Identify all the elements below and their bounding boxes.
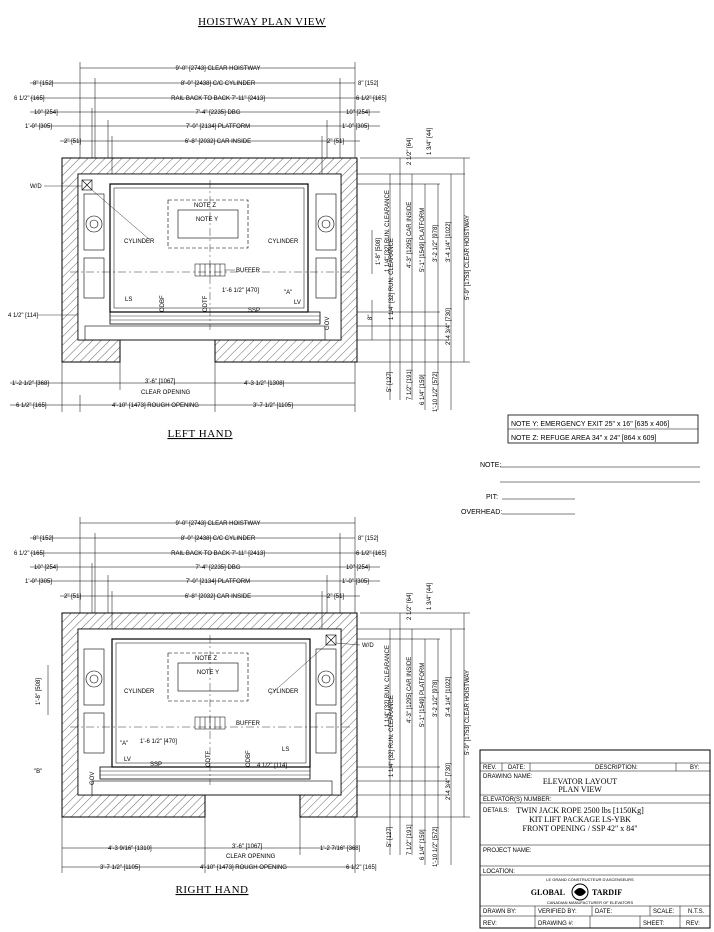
dim-v-5-rh: 5" [127]: [387, 826, 393, 847]
dim-v-13q: 1 3/4" [44]: [427, 127, 433, 155]
dim-v-1-8-rh: 1'-8" [508]: [36, 678, 42, 705]
title-right-hand: RIGHT HAND: [175, 884, 249, 896]
dim-cc-cylinder-rh: 8'-0" [2438] C/C CYLINDER: [180, 536, 256, 542]
label-a: "A": [284, 290, 293, 296]
tb-project-name: PROJECT NAME:: [483, 848, 532, 854]
dim-right-10-rh: 10" [254]: [346, 565, 370, 571]
label-note-z-rh: NOTE Z: [195, 656, 217, 662]
dim-b-4-10-rh: 4'-10" [1473] ROUGH OPENING: [200, 865, 287, 871]
dim-car-inside: 6'-8" [2032] CAR INSIDE: [184, 139, 252, 145]
tb-drawn-by: DRAWN BY:: [483, 909, 517, 915]
title-left-hand: LEFT HAND: [167, 428, 233, 440]
label-wd-rh: W/D: [362, 643, 374, 649]
dim-left-10: 10" [254]: [34, 110, 58, 116]
dim-b-4-10: 4'-10" [1473] ROUGH OPENING: [112, 403, 199, 409]
dim-v-1-10h-rh: 1'-10 1/2" [572]: [433, 826, 439, 867]
label-ssp-rh: SSP: [150, 762, 163, 768]
dim-left-2-rh: 2" [51]: [64, 594, 82, 600]
tb-logo-left: GLOBAL: [530, 888, 565, 897]
dim-b-1-2s: 1'-2 7/16" [368]: [320, 846, 361, 852]
dim-left-2: 2" [51]: [64, 139, 82, 145]
label-note-z: NOTE Z: [194, 203, 216, 209]
label-ls-rh: LS: [282, 747, 290, 753]
dim-b-clear: CLEAR OPENING: [141, 390, 191, 396]
label-lv: LV: [294, 300, 301, 306]
label-odbf-rh: ODBF: [246, 750, 252, 767]
tb-details-label: DETAILS:: [483, 808, 510, 814]
label-note-y-rh: NOTE Y: [196, 670, 220, 676]
dim-b-3-6-rh: 3'-6" [1067]: [232, 844, 263, 850]
dim-b-4-3n: 4'-3 9/16" [1310]: [108, 846, 152, 852]
dim-b-1-2h: 1'-2 1/2" [368]: [12, 381, 49, 387]
dim-4h-rh: 4 1/2" [114]: [257, 763, 288, 769]
dim-1-6h-rh: 1'-6 1/2" [470]: [140, 739, 177, 745]
dim-right-2: 2" [51]: [327, 139, 345, 145]
dim-b-3-7h-rh: 3'-7 1/2" [1105]: [100, 865, 140, 871]
label-odtf-rh: ODTF: [206, 750, 212, 767]
dim-v-3-4q: 3'-4 1/4" [1022]: [446, 221, 452, 262]
label-cylinder-right: CYLINDER: [268, 239, 299, 245]
dim-v-plat: 5'-1" [1549] PLATFORM: [420, 207, 426, 272]
dim-v-run-rh: 1 1/4" [32] RUN. CLEARANCE: [385, 645, 391, 727]
dim-b-clear-rh: CLEAR OPENING: [226, 854, 276, 860]
tb-rev2: REV:: [483, 921, 497, 927]
dim-v-1q: 1 1/4" [32] RUN. CLEARANCE: [389, 238, 395, 320]
dim-v-car: 4'-3" [1295] CAR INSIDE: [407, 201, 413, 268]
dim-4h: 4 1/2" [114]: [8, 313, 39, 319]
tb-drawing-name-1: ELEVATOR LAYOUT: [542, 777, 618, 786]
tb-scale: SCALE:: [653, 909, 675, 915]
dim-v-hoist: 5'-9" [1753] CLEAR HOISTWAY: [465, 215, 471, 300]
tb-drawing-name-label: DRAWING NAME:: [483, 774, 533, 780]
tb-details-3: FRONT OPENING / SSP 42" x 84": [522, 824, 638, 833]
dim-right-1: 1'-0" [305]: [342, 124, 369, 130]
dim-rail-btb: RAIL BACK TO BACK 7'-11" [2413]: [171, 96, 265, 102]
dim-v-3-2h: 3'-2 1/2" [978]: [433, 225, 439, 262]
dim-v-8: 8": [368, 314, 374, 320]
dim-right-8-rh: 8" [152]: [358, 536, 379, 542]
title-block: [480, 750, 710, 928]
dim-v-car-rh: 4'-3" [1295] CAR INSIDE: [407, 656, 413, 723]
overhead-label: OVERHEAD:: [461, 509, 503, 516]
dim-platform-rh: 7'-0" [2134] PLATFORM: [185, 579, 251, 585]
tb-slogan-bottom: CANADIAN MANUFACTURER OF ELEVATORS: [546, 900, 634, 905]
dim-left-8-rh: 8" [152]: [33, 536, 54, 542]
plan-left-hand: [8, 62, 471, 412]
tb-details-1: TWIN JACK ROPE 2500 lbs [1150Kg]: [516, 806, 644, 815]
dim-clear-hoistway-rh: 9'-0" [2743] CLEAR HOISTWAY: [175, 521, 261, 527]
label-note-y: NOTE Y: [195, 217, 219, 223]
dim-b-3-6: 3'-6" [1067]: [145, 379, 176, 385]
label-cylinder-left-rh: CYLINDER: [124, 689, 155, 695]
label-gov: GOV: [325, 316, 331, 330]
dim-cc-cylinder: 8'-0" [2438] C/C CYLINDER: [180, 81, 256, 87]
label-b-rh: "B": [34, 769, 43, 775]
tb-elevator-numbers: ELEVATOR(S) NUMBER:: [483, 797, 552, 803]
dim-v-1-10h: 1'-10 1/2" [572]: [433, 371, 439, 412]
label-buffer: BUFFER: [236, 268, 260, 274]
dim-v-1q-rh: 1 1/4" [32] RUN. CLEARANCE: [389, 695, 395, 777]
tb-date: DATE:: [508, 765, 526, 771]
tb-date2: DATE:: [595, 909, 613, 915]
dim-v-6q-rh: 6 1/4" [159]: [420, 829, 426, 860]
tb-drawing-name-2: PLAN VIEW: [558, 785, 602, 794]
dim-left-10-rh: 10" [254]: [34, 565, 58, 571]
dim-v-2-4q-rh: 2'-4 3/4" [730]: [446, 763, 452, 800]
note-label: NOTE:: [480, 462, 502, 469]
tb-location: LOCATION:: [483, 869, 515, 875]
dim-right-8: 8" [152]: [358, 81, 379, 87]
dim-platform: 7'-0" [2134] PLATFORM: [185, 124, 251, 130]
dim-v-7h-rh: 7 1/2" [191]: [407, 824, 413, 855]
dim-v-13q-rh: 1 3/4" [44]: [427, 582, 433, 610]
label-a-rh: "A": [120, 741, 129, 747]
label-ssp: SSP: [248, 308, 261, 314]
dim-dbg-rh: 7'-4" [2235] DBG: [195, 565, 241, 571]
tb-by: BY:: [690, 765, 700, 771]
dim-b-4-3h: 4'-3 1/2" [1308]: [244, 381, 285, 387]
dim-left-8: 8" [152]: [33, 81, 54, 87]
dim-right-2-rh: 2" [51]: [327, 594, 345, 600]
dim-b-6h: 6 1/2" [165]: [16, 403, 47, 409]
dim-v-3-4q-rh: 3'-4 1/4" [1022]: [446, 676, 452, 717]
dim-v-1-8: 1'-8" [508]: [376, 238, 382, 265]
tb-description: DESCRIPTION:: [595, 765, 638, 771]
dim-v-hoist-rh: 5'-9" [1753] CLEAR HOISTWAY: [465, 670, 471, 755]
label-lv-rh: LV: [124, 757, 131, 763]
label-buffer-rh: BUFFER: [236, 721, 260, 727]
dim-left-6h-rh: 6 1/2" [165]: [14, 551, 45, 557]
dim-v-plat-rh: 5'-1" [1549] PLATFORM: [420, 662, 426, 727]
dim-right-10: 10" [254]: [346, 110, 370, 116]
dim-v-7h: 7 1/2" [191]: [407, 369, 413, 400]
dim-left-1: 1'-0" [305]: [25, 124, 52, 130]
pit-label: PIT:: [486, 494, 499, 501]
dim-v-2h-rh: 2 1/2" [64]: [407, 592, 413, 620]
dim-1-6h: 1'-6 1/2" [470]: [222, 288, 259, 294]
dim-b-3-7h: 3'-7 1/2" [1105]: [253, 403, 293, 409]
label-ls: LS: [125, 297, 133, 303]
tb-nts: N.T.S.: [688, 909, 705, 915]
dim-v-2-4q: 2'-4 3/4" [730]: [446, 308, 452, 345]
plan-right-hand: [14, 517, 471, 873]
tb-rev3: REV:: [686, 921, 700, 927]
dim-v-2h: 2 1/2" [64]: [407, 137, 413, 165]
tb-logo-right: TARDIF: [592, 888, 623, 897]
note-z: NOTE Z: REFUGE AREA 34" x 24" [864 x 609]: [511, 435, 657, 442]
dim-rail-btb-rh: RAIL BACK TO BACK 7'-11" [2413]: [171, 551, 265, 557]
dim-right-6h: 6 1/2" [165]: [356, 96, 387, 102]
label-gov-rh: GOV: [90, 771, 96, 785]
dim-dbg: 7'-4" [2235] DBG: [195, 110, 241, 116]
label-odtf: ODTF: [203, 295, 209, 312]
dim-v-6q: 6 1/4" [159]: [420, 374, 426, 405]
dim-right-1-rh: 1'-0" [305]: [342, 579, 369, 585]
label-odbf: ODBF: [160, 295, 166, 312]
label-wd: W/D: [30, 184, 42, 190]
dim-left-6h: 6 1/2" [165]: [14, 96, 45, 102]
dim-v-run: 1 1/4" [32] RUN. CLEARANCE: [385, 190, 391, 272]
tb-drawing-no: DRAWING #:: [538, 921, 574, 927]
tb-slogan-top: LE GRAND CONSTRUCTEUR D'ASCENSEURS: [546, 877, 634, 882]
label-cylinder-right-rh: CYLINDER: [268, 689, 299, 695]
tb-verified-by: VERIFIED BY:: [538, 909, 577, 915]
dim-left-1-rh: 1'-0" [305]: [25, 579, 52, 585]
dim-v-5: 5" [127]: [387, 371, 393, 392]
tb-sheet: SHEET:: [643, 921, 665, 927]
note-y: NOTE Y: EMERGENCY EXIT 25" x 16" [635 x 406]: [511, 421, 670, 428]
dim-clear-hoistway: 9'-0" [2743] CLEAR HOISTWAY: [175, 66, 261, 72]
tb-details-2: KIT LIFT PACKAGE LS-YBK: [529, 815, 631, 824]
dim-right-6h-rh: 6 1/2" [165]: [356, 551, 387, 557]
title-hoistway-plan: HOISTWAY PLAN VIEW: [198, 16, 326, 28]
dim-v-3-2h-rh: 3'-2 1/2" [978]: [433, 680, 439, 717]
label-cylinder-left: CYLINDER: [124, 239, 155, 245]
tb-rev: REV.: [483, 765, 497, 771]
dim-car-inside-rh: 6'-8" [2032] CAR INSIDE: [184, 594, 252, 600]
dim-b-6h-rh: 6 1/2" [165]: [346, 865, 377, 871]
